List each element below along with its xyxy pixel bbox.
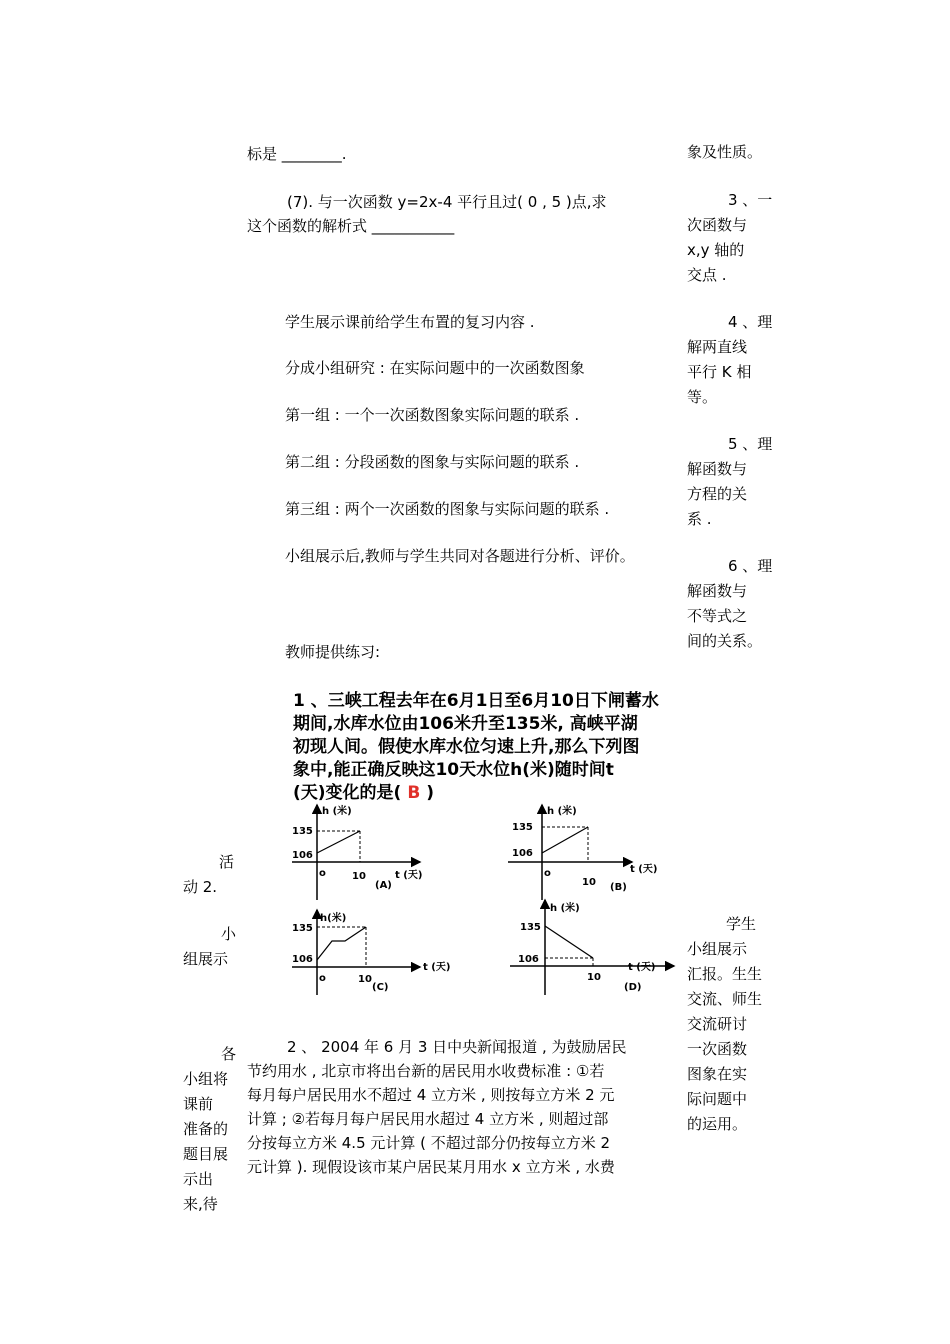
- q1-line5: (天)变化的是( B ): [293, 783, 435, 803]
- graph-a-series-line: [317, 831, 360, 853]
- graph-c-xlabel: t (天): [423, 962, 451, 973]
- graph-b-series-line: [542, 827, 588, 853]
- middle-paragraph-2: 分成小组研究 : 在实际问题中的一次函数图象: [285, 359, 585, 377]
- q2-line3: 每月每户居民用水不超过 4 立方米 , 则按每立方米 2 元: [247, 1086, 615, 1104]
- graph-c-caption: (C): [372, 982, 389, 993]
- graph-a-ytick-low: 106: [292, 850, 313, 861]
- graph-d-caption: (D): [624, 982, 642, 993]
- q2-line5: 分按每立方米 4.5 元计算 ( 不超过部分仍按每立方米 2: [247, 1134, 611, 1152]
- right-note-5: 5 、理 解函数与 方程的关 系 .: [687, 435, 773, 528]
- graph-c: [292, 910, 450, 995]
- q7-line1: (7). 与一次函数 y=2x-4 平行且过( 0 , 5 )点,求: [287, 193, 607, 211]
- middle-paragraph-4: 第二组 : 分段函数的图象与实际问题的联系 .: [285, 453, 580, 471]
- q1-line3: 初现人间。假使水库水位匀速上升,那么下列图: [293, 737, 640, 757]
- graph-d-xlabel: t (天): [628, 962, 656, 973]
- right-note-4: 4 、理 解两直线 平行 K 相 等。: [687, 313, 773, 406]
- left-note-group: 小 组展示: [183, 925, 237, 968]
- middle-paragraph-5: 第三组 : 两个一次函数的图象与实际问题的联系 .: [285, 500, 610, 518]
- graph-d-xtick: 10: [587, 972, 601, 983]
- graphs-figure: [280, 800, 680, 1005]
- right-note-6: 6 、理 解函数与 不等式之 间的关系。: [687, 557, 773, 650]
- graph-c-ylabel: h(米): [320, 913, 347, 924]
- graph-c-series-line: [317, 927, 366, 960]
- graph-c-ytick-high: 135: [292, 923, 313, 934]
- middle-paragraph-7: 教师提供练习:: [285, 643, 381, 661]
- q1-answer: B: [407, 783, 421, 803]
- graph-a-caption: (A): [375, 880, 392, 891]
- graph-a-ylabel: h (米): [322, 806, 352, 817]
- graph-a-xlabel: t (天): [395, 870, 423, 881]
- q1-line1: 1 、三峡工程去年在6月1日至6月10日下闸蓄水: [293, 691, 659, 711]
- graph-b: [508, 804, 657, 900]
- graph-a-origin: o: [319, 868, 326, 879]
- top-line: 标是 ________.: [247, 145, 347, 163]
- right-note-3: 3 、一 次函数与 x,y 轴的 交点 .: [687, 191, 773, 284]
- graph-d-ylabel: h (米): [550, 903, 580, 914]
- q2-line2: 节约用水 , 北京市将出台新的居民用水收费标准 : ①若: [247, 1062, 605, 1080]
- q1-line4: 象中,能正确反映这10天水位h(米)随时间t: [293, 760, 614, 780]
- graph-d-ytick-low: 106: [518, 954, 539, 965]
- q2-line6: 元计算 ). 现假设该市某户居民某月用水 x 立方米 , 水费: [247, 1158, 615, 1176]
- right-note-1: 象及性质。: [687, 143, 763, 161]
- graph-b-ylabel: h (米): [547, 806, 577, 817]
- graph-a: [292, 804, 422, 900]
- graph-b-caption: (B): [610, 882, 627, 893]
- graph-b-xlabel: t (天): [630, 864, 658, 875]
- graph-c-xtick: 10: [358, 974, 372, 985]
- middle-paragraph-3: 第一组 : 一个一次函数图象实际问题的联系 .: [285, 406, 580, 424]
- graph-b-ytick-low: 106: [512, 848, 533, 859]
- graph-d-series-line: [545, 926, 593, 958]
- left-note-activity: 活 动 2.: [183, 853, 235, 896]
- graph-d: [510, 900, 674, 995]
- middle-paragraph-6: 小组展示后,教师与学生共同对各题进行分析、评价。: [285, 547, 635, 565]
- graph-a-ytick-high: 135: [292, 826, 313, 837]
- graph-b-ytick-high: 135: [512, 822, 533, 833]
- q2-line4: 计算 ; ②若每月每户居民用水超过 4 立方米 , 则超过部: [247, 1110, 609, 1128]
- graph-b-origin: o: [544, 868, 551, 879]
- right-note-7: 学生 小组展示 汇报。生生 交流、师生 交流研讨 一次函数 图象在实 际问题中 的运用。: [687, 915, 763, 1133]
- graph-a-xtick: 10: [352, 871, 366, 882]
- graph-b-xtick: 10: [582, 877, 596, 888]
- middle-paragraph-1: 学生展示课前给学生布置的复习内容 .: [285, 313, 535, 331]
- graph-d-ytick-high: 135: [520, 922, 541, 933]
- left-note-prepare: 各 小组将 课前 准备的 题目展 示出 来,待: [183, 1045, 237, 1213]
- graph-c-origin: o: [319, 973, 326, 984]
- q2-line1: 2 、 2004 年 6 月 3 日中央新闻报道 , 为鼓励居民: [287, 1038, 627, 1056]
- q7-line2: 这个函数的解析式 ___________: [247, 217, 455, 235]
- graph-c-ytick-low: 106: [292, 954, 313, 965]
- q1-line2: 期间,水库水位由106米升至135米, 高峡平湖: [293, 714, 638, 734]
